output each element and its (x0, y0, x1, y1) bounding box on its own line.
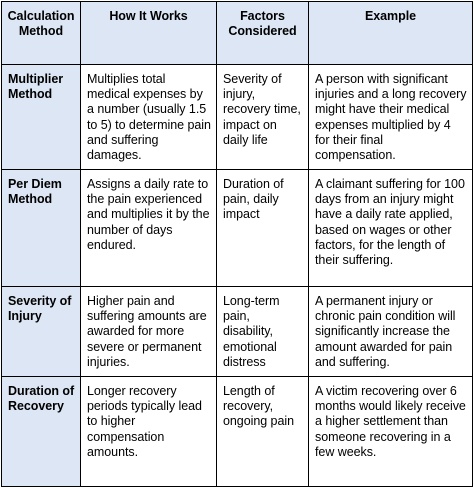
row-method-cell: Per Diem Method (2, 170, 81, 287)
header-factors-considered: Factors Considered (217, 2, 309, 65)
pain-suffering-calculation-table (1, 1, 473, 487)
header-calculation-method: Calculation Method (2, 2, 81, 65)
row-example-cell: A permanent injury or chronic pain condition will significantly increase the amount awarded for pain and suffering. (309, 287, 473, 377)
row-example-cell: A person with significant injuries and a long recovery might have their medical expenses multiplied by 4 for their final compensation. (309, 65, 473, 170)
table-row (2, 65, 473, 170)
comparison-table-container (1, 1, 472, 486)
table-row (2, 287, 473, 377)
row-example-cell: A victim recovering over 6 months would likely receive a higher settlement than someone recovering in a few weeks. (309, 377, 473, 487)
table-row (2, 377, 473, 487)
row-how-cell: Longer recovery periods typically lead to higher compensation amounts. (81, 377, 217, 487)
row-factors-cell: Duration of pain, daily impact (217, 170, 309, 287)
row-method-cell: Duration of Recovery (2, 377, 81, 487)
table-row (2, 170, 473, 287)
row-factors-cell: Length of recovery, ongoing pain (217, 377, 309, 487)
row-example-cell: A claimant suffering for 100 days from an injury might have a daily rate applied, based on wages or other factors, for the length of their suffering. (309, 170, 473, 287)
row-how-cell: Multiplies total medical expenses by a number (usually 1.5 to 5) to determine pain and suffering damages. (81, 65, 217, 170)
row-how-cell: Assigns a daily rate to the pain experienced and multiplies it by the number of days endured. (81, 170, 217, 287)
row-how-cell: Higher pain and suffering amounts are awarded for more severe or permanent injuries. (81, 287, 217, 377)
header-how-it-works: How It Works (81, 2, 217, 65)
row-factors-cell: Long-term pain, disability, emotional distress (217, 287, 309, 377)
row-method-cell: Multiplier Method (2, 65, 81, 170)
table-header-row (2, 2, 473, 65)
header-example: Example (309, 2, 473, 65)
row-factors-cell: Severity of injury, recovery time, impact on daily life (217, 65, 309, 170)
row-method-cell: Severity of Injury (2, 287, 81, 377)
